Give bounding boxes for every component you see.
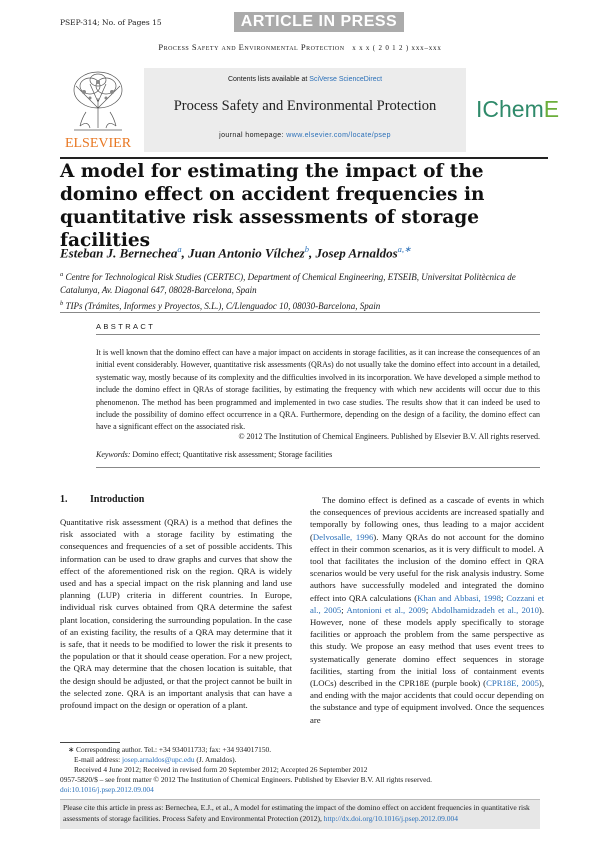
- doi-link[interactable]: doi:10.1016/j.psep.2012.09.004: [60, 785, 154, 794]
- section-heading: [60, 494, 144, 505]
- citation-link[interactable]: Delvosalle, 1996: [312, 531, 374, 542]
- top-strip: [0, 12, 600, 32]
- contents-line: [144, 76, 466, 83]
- footnote-rule: [60, 742, 120, 743]
- paragraph-text: ), and ending with the major accidents that could occur depending on the substance and type of equipment involved. Once the sequences are: [310, 678, 544, 725]
- banner-divider: [60, 157, 548, 159]
- ichem-logo-text: IChem: [476, 96, 544, 122]
- paragraph-text: ). Many QRAs do not account for the domino effect in their common scenarios, as it is very difficult to model. A tool that facilitates the inclusion of the domino effect in QRA scenarios would be very useful for the risk analysis industry. Some authors have successfully modeled and integrated the domino effect into QRA calculations (: [310, 531, 544, 603]
- author-affiliation-mark[interactable]: a,∗: [397, 244, 412, 254]
- journal-info-box: [144, 68, 466, 152]
- elsevier-wordmark: ELSEVIER: [64, 136, 132, 151]
- paragraph-text: The domino effect is defined as a cascade of events in which the consequences of previous accidents are increased spatially and temporally by following ones, thus leading to a major accident (: [310, 495, 544, 542]
- keywords: [96, 450, 540, 459]
- email-label: E-mail address:: [74, 755, 121, 764]
- author-affiliation-mark[interactable]: a: [177, 244, 182, 254]
- body-column-right: [310, 494, 544, 726]
- paragraph-text: ;: [500, 592, 507, 603]
- abstract-bottom-rule: [96, 467, 540, 468]
- corresponding-note: ∗ Corresponding author. Tel.: +34 934011733; fax: +34 934017150.: [68, 745, 272, 754]
- affiliation-mark: a: [60, 271, 64, 278]
- elsevier-tree-icon: [60, 68, 136, 152]
- abstract-copyright: © 2012 The Institution of Chemical Engineers. Published by Elsevier B.V. All rights reserved.: [238, 432, 540, 441]
- email-note: [60, 755, 540, 765]
- affiliation-text: Centre for Technological Risk Studies (CERTEC), Department of Chemical Engineering, ETSEIB, Universitat Politècnica de Catalunya, Av. Diagonal 647, 08028-Barcelona, Spain: [60, 272, 516, 295]
- manuscript-meta: PSEP-314; No. of Pages 15: [60, 18, 162, 27]
- elsevier-logo: [60, 68, 136, 152]
- citation-box: [60, 799, 540, 829]
- footnotes: [60, 745, 540, 795]
- ichem-logo: [476, 96, 559, 123]
- citation-text-wrap: [60, 803, 540, 824]
- contents-prefix: Contents lists available at: [227, 76, 308, 83]
- issn-note: 0957-5820/$ – see front matter © 2012 The Institution of Chemical Engineers. Published by Elsevier B.V. All rights reserved.: [60, 775, 432, 784]
- author-name: Esteban J. Bernechea: [60, 245, 178, 261]
- affiliation-mark: b: [60, 300, 64, 307]
- homepage-link[interactable]: www.elsevier.com/locate/psep: [286, 132, 391, 139]
- affiliations: [60, 268, 540, 313]
- section-title: Introduction: [90, 494, 145, 505]
- homepage-prefix: journal homepage:: [219, 132, 284, 139]
- paragraph-text: ). However, none of these models apply specifically to storage facilities or approach the problem from the same perspective as this study. We propose an easy method that uses event trees to systematically generate domino effect sequences in storage facilities, starting from the initial loss of containment events (LOCs) described in the CPR18E (purple book) (: [310, 604, 544, 689]
- author-name: Josep Arnaldos: [315, 245, 398, 261]
- paragraph-text: ;: [341, 604, 347, 615]
- affiliation-divider: [60, 312, 540, 313]
- citation-link[interactable]: Abdolhamidzadeh et al., 2010: [431, 604, 539, 615]
- journal-homepage: [144, 132, 466, 139]
- citation-doi-link[interactable]: http://dx.doi.org/10.1016/j.psep.2012.09.004: [323, 813, 459, 823]
- abstract-text: It is well known that the domino effect can have a major impact on accidents in storage facilities, as it can increase the consequences of an initial event considerably. However, quantitative risk assessments (QRAs) do not usually take the domino effect into account in a detailed, systematic way, mostly because of its complexity and the difficulties involved in its incorporation. We have developed a simple method to include the domino effect in QRAs of storage facilities, by estimating the frequency with which new accidents will occur due to this phenomenon. The method has been programmed and implemented in two case studies. The results show that it can indeed be used to include the possibility of domino effect occurrence in a QRA. Furthermore, depending on the design of a facility, the domino effect can have a significant effect on the associated risk.: [96, 348, 540, 432]
- abstract-heading: ABSTRACT: [96, 322, 156, 331]
- affiliation-item: [60, 268, 540, 297]
- keywords-list: Domino effect; Quantitative risk assessment; Storage facilities: [132, 450, 333, 459]
- abstract-top-rule: [96, 334, 540, 335]
- running-head-journal: Process Safety and Environmental Protection: [158, 42, 345, 52]
- citation-link[interactable]: Khan and Abbasi, 1998: [417, 592, 501, 603]
- keywords-label: Keywords:: [96, 450, 131, 459]
- received-dates: Received 4 June 2012; Received in revised form 20 September 2012; Accepted 26 September 2012: [74, 765, 368, 774]
- paragraph-text: ;: [425, 604, 432, 615]
- author-list: Esteban J. Bernechea$^a$, Juan Antonio Vílchez$^b$, Josep Arnaldos$^{a,∗}$: [60, 244, 412, 261]
- author-affiliation-mark[interactable]: b: [304, 244, 309, 254]
- body-column-left: Quantitative risk assessment (QRA) is a method that defines the risk associated with a storage facility by estimating the consequences and frequencies of a set of possible accidents. This information can be used to draw graphs and curves that show the effect of the aforementioned risk on the region. QRA is widely used and has a special impact on the risk planning and land use planning (LUP) criteria in different countries. In Europe, individual risk curves obtained from QRA determine the safest plant location, considering the surrounding population. In the case of an existing facility, the results of a QRA may determine that it is safe, that it needs to be modified to lower the risk it presents to the population or that it should cease operation. For a new project, the QRA may determine that the chosen location is suitable, that the design should be adjusted, or that the project cannot be built in the selected zone. QRA is an important analysis that can have a profound impact on the design or operation of a plant.: [60, 517, 292, 711]
- email-link[interactable]: josep.arnaldos@upc.edu: [122, 755, 195, 764]
- journal-title: Process Safety and Environmental Protection: [173, 98, 437, 114]
- citation-text: Please cite this article in press as: Bernechea, E.J., et al., A model for estimating the impact of the domino effect on accident frequencies in quantitative risk assessments of storage facilities. Process Safety and Environmental Protection (2012),: [63, 803, 530, 823]
- article-in-press-banner: ARTICLE IN PRESS: [234, 12, 404, 32]
- citation-link[interactable]: CPR18E, 2005: [486, 678, 539, 689]
- body-paragraph: [310, 494, 544, 726]
- running-head: [0, 42, 600, 52]
- author-name: Juan Antonio Vílchez: [188, 245, 305, 261]
- running-head-issue: x x x ( 2 0 1 2 ) xxx–xxx: [352, 44, 442, 52]
- ichem-logo-e: E: [543, 96, 560, 122]
- article-title: A model for estimating the impact of the domino effect on accident frequencies in quantitative risk assessments of storage facilities: [60, 161, 485, 251]
- email-suffix: (J. Arnaldos).: [196, 755, 237, 764]
- section-number: 1.: [60, 494, 68, 505]
- sciencedirect-link[interactable]: SciVerse ScienceDirect: [309, 76, 383, 83]
- affiliation-item: [60, 297, 540, 313]
- affiliation-text: TIPs (Trámites, Informes y Proyectos, S.L.), C/Llenguadoc 10, 08030-Barcelona, Spain: [65, 301, 381, 311]
- citation-link[interactable]: Cozzani et al., 2005: [310, 592, 545, 615]
- journal-banner: [60, 68, 560, 152]
- citation-link[interactable]: Antonioni et al., 2009: [346, 604, 426, 615]
